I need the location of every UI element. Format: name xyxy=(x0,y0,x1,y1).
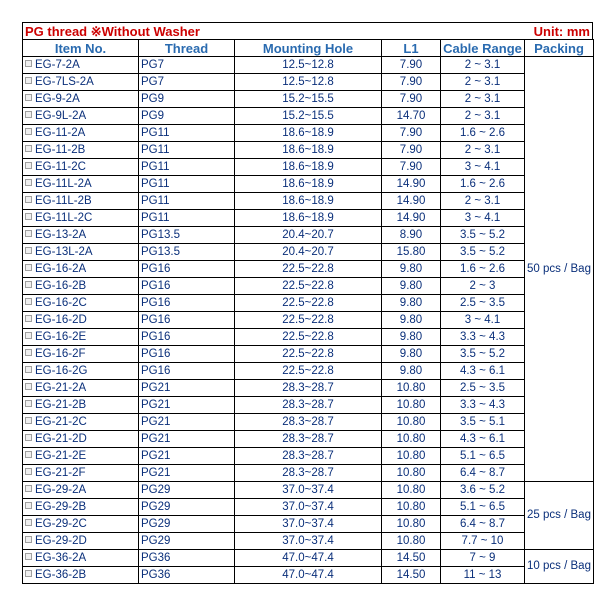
cable-range-cell: 2.5 ~ 3.5 xyxy=(441,295,525,312)
mounting-hole-cell: 22.5~22.8 xyxy=(235,312,382,329)
item-no-label: EG-11L-2B xyxy=(35,194,92,207)
item-no-cell[interactable] xyxy=(23,312,139,329)
cable-range-cell: 4.3 ~ 6.1 xyxy=(441,431,525,448)
thread-cell: PG16 xyxy=(139,346,235,363)
item-no-cell[interactable] xyxy=(23,482,139,499)
l1-cell: 14.90 xyxy=(382,193,441,210)
item-no-cell[interactable] xyxy=(23,516,139,533)
thread-cell: PG29 xyxy=(139,533,235,550)
item-no-label: EG-16-2C xyxy=(35,296,87,309)
thread-cell: PG29 xyxy=(139,482,235,499)
l1-cell: 9.80 xyxy=(382,295,441,312)
cable-range-cell: 5.1 ~ 6.5 xyxy=(441,499,525,516)
col-header-thread: Thread xyxy=(139,40,235,57)
mounting-hole-cell: 22.5~22.8 xyxy=(235,329,382,346)
thread-cell: PG29 xyxy=(139,499,235,516)
mounting-hole-cell: 22.5~22.8 xyxy=(235,295,382,312)
thread-cell: PG36 xyxy=(139,567,235,584)
thread-cell: PG11 xyxy=(139,142,235,159)
thread-cell: PG11 xyxy=(139,210,235,227)
table-row xyxy=(23,363,594,380)
row-select-checkbox-icon[interactable] xyxy=(25,383,32,390)
item-no-label: EG-16-2D xyxy=(35,313,87,326)
item-no-label: EG-7LS-2A xyxy=(35,75,94,88)
packing-cell: 10 pcs / Bag xyxy=(525,550,594,584)
table-row xyxy=(23,295,594,312)
l1-cell: 10.80 xyxy=(382,482,441,499)
cable-range-cell: 2 ~ 3.1 xyxy=(441,142,525,159)
table-row xyxy=(23,108,594,125)
cable-range-cell: 3.3 ~ 4.3 xyxy=(441,397,525,414)
thread-cell: PG11 xyxy=(139,159,235,176)
item-no-label: EG-16-2E xyxy=(35,330,87,343)
item-no-label: EG-29-2C xyxy=(35,517,87,530)
table-row xyxy=(23,244,594,261)
item-no-label: EG-36-2B xyxy=(35,568,87,581)
thread-cell: PG9 xyxy=(139,91,235,108)
row-select-checkbox-icon[interactable] xyxy=(25,417,32,424)
table-row xyxy=(23,210,594,227)
packing-cell: 50 pcs / Bag xyxy=(525,57,594,482)
table-row xyxy=(23,159,594,176)
thread-cell: PG16 xyxy=(139,278,235,295)
table-row xyxy=(23,57,594,74)
mounting-hole-cell: 28.3~28.7 xyxy=(235,465,382,482)
cable-range-cell: 11 ~ 13 xyxy=(441,567,525,584)
item-no-cell[interactable] xyxy=(23,244,139,261)
mounting-hole-cell: 37.0~37.4 xyxy=(235,499,382,516)
mounting-hole-cell: 37.0~37.4 xyxy=(235,533,382,550)
item-no-label: EG-11L-2C xyxy=(35,211,93,224)
col-header-cable-range: Cable Range xyxy=(441,40,525,57)
l1-cell: 15.80 xyxy=(382,244,441,261)
cable-range-cell: 3.3 ~ 4.3 xyxy=(441,329,525,346)
cable-range-cell: 2 ~ 3 xyxy=(441,278,525,295)
item-no-label: EG-21-2C xyxy=(35,415,87,428)
table-row xyxy=(23,346,594,363)
packing-cell: 25 pcs / Bag xyxy=(525,482,594,550)
item-no-label: EG-36-2A xyxy=(35,551,87,564)
mounting-hole-cell: 18.6~18.9 xyxy=(235,176,382,193)
item-no-cell[interactable] xyxy=(23,210,139,227)
cable-range-cell: 1.6 ~ 2.6 xyxy=(441,176,525,193)
mounting-hole-cell: 18.6~18.9 xyxy=(235,159,382,176)
thread-cell: PG11 xyxy=(139,176,235,193)
cable-range-cell: 2 ~ 3.1 xyxy=(441,74,525,91)
table-header-row xyxy=(23,40,594,57)
table-row xyxy=(23,414,594,431)
item-no-cell[interactable] xyxy=(23,363,139,380)
row-select-checkbox-icon[interactable] xyxy=(25,298,32,305)
mounting-hole-cell: 28.3~28.7 xyxy=(235,431,382,448)
thread-cell: PG13.5 xyxy=(139,227,235,244)
thread-cell: PG13.5 xyxy=(139,244,235,261)
spec-table-container xyxy=(22,22,593,584)
item-no-cell[interactable] xyxy=(23,533,139,550)
item-no-cell[interactable] xyxy=(23,193,139,210)
mounting-hole-cell: 18.6~18.9 xyxy=(235,125,382,142)
thread-cell: PG16 xyxy=(139,312,235,329)
thread-cell: PG21 xyxy=(139,465,235,482)
row-select-checkbox-icon[interactable] xyxy=(25,434,32,441)
table-title-bar xyxy=(22,22,593,39)
cable-range-cell: 2 ~ 3.1 xyxy=(441,91,525,108)
cable-range-cell: 3 ~ 4.1 xyxy=(441,159,525,176)
thread-cell: PG7 xyxy=(139,74,235,91)
item-no-cell[interactable] xyxy=(23,91,139,108)
thread-cell: PG11 xyxy=(139,193,235,210)
mounting-hole-cell: 22.5~22.8 xyxy=(235,278,382,295)
row-select-checkbox-icon[interactable] xyxy=(25,247,32,254)
l1-cell: 7.90 xyxy=(382,74,441,91)
row-select-checkbox-icon[interactable] xyxy=(25,400,32,407)
mounting-hole-cell: 12.5~12.8 xyxy=(235,57,382,74)
l1-cell: 9.80 xyxy=(382,278,441,295)
mounting-hole-cell: 18.6~18.9 xyxy=(235,142,382,159)
thread-cell: PG16 xyxy=(139,329,235,346)
row-select-checkbox-icon[interactable] xyxy=(25,264,32,271)
thread-cell: PG9 xyxy=(139,108,235,125)
item-no-cell[interactable] xyxy=(23,108,139,125)
l1-cell: 10.80 xyxy=(382,414,441,431)
l1-cell: 7.90 xyxy=(382,142,441,159)
item-no-cell[interactable] xyxy=(23,74,139,91)
item-no-cell[interactable] xyxy=(23,465,139,482)
item-no-cell[interactable] xyxy=(23,57,139,74)
thread-cell: PG21 xyxy=(139,380,235,397)
mounting-hole-cell: 28.3~28.7 xyxy=(235,448,382,465)
row-select-checkbox-icon[interactable] xyxy=(25,570,32,577)
table-row xyxy=(23,499,594,516)
l1-cell: 9.80 xyxy=(382,363,441,380)
table-row xyxy=(23,176,594,193)
cable-range-cell: 6.4 ~ 8.7 xyxy=(441,516,525,533)
thread-cell: PG36 xyxy=(139,550,235,567)
item-no-cell[interactable] xyxy=(23,346,139,363)
l1-cell: 8.90 xyxy=(382,227,441,244)
l1-cell: 14.90 xyxy=(382,210,441,227)
thread-cell: PG16 xyxy=(139,295,235,312)
table-row xyxy=(23,448,594,465)
mounting-hole-cell: 20.4~20.7 xyxy=(235,244,382,261)
item-no-label: EG-11L-2A xyxy=(35,177,92,190)
mounting-hole-cell: 22.5~22.8 xyxy=(235,346,382,363)
cable-range-cell: 1.6 ~ 2.6 xyxy=(441,261,525,278)
spec-table xyxy=(22,39,594,584)
cable-range-cell: 2.5 ~ 3.5 xyxy=(441,380,525,397)
mounting-hole-cell: 28.3~28.7 xyxy=(235,397,382,414)
thread-cell: PG21 xyxy=(139,448,235,465)
item-no-label: EG-7-2A xyxy=(35,58,80,71)
item-no-label: EG-21-2B xyxy=(35,398,87,411)
l1-cell: 9.80 xyxy=(382,346,441,363)
l1-cell: 14.50 xyxy=(382,567,441,584)
thread-cell: PG16 xyxy=(139,363,235,380)
row-select-checkbox-icon[interactable] xyxy=(25,553,32,560)
item-no-label: EG-9L-2A xyxy=(35,109,87,122)
l1-cell: 10.80 xyxy=(382,397,441,414)
mounting-hole-cell: 15.2~15.5 xyxy=(235,91,382,108)
cable-range-cell: 3.5 ~ 5.2 xyxy=(441,346,525,363)
row-select-checkbox-icon[interactable] xyxy=(25,230,32,237)
cable-range-cell: 5.1 ~ 6.5 xyxy=(441,448,525,465)
mounting-hole-cell: 28.3~28.7 xyxy=(235,380,382,397)
thread-cell: PG21 xyxy=(139,414,235,431)
cable-range-cell: 3.5 ~ 5.2 xyxy=(441,227,525,244)
l1-cell: 14.50 xyxy=(382,550,441,567)
item-no-label: EG-13-2A xyxy=(35,228,87,241)
item-no-cell[interactable] xyxy=(23,295,139,312)
row-select-checkbox-icon[interactable] xyxy=(25,332,32,339)
cable-range-cell: 1.6 ~ 2.6 xyxy=(441,125,525,142)
cable-range-cell: 7.7 ~ 10 xyxy=(441,533,525,550)
row-select-checkbox-icon[interactable] xyxy=(25,451,32,458)
cable-range-cell: 3 ~ 4.1 xyxy=(441,312,525,329)
item-no-cell[interactable] xyxy=(23,261,139,278)
item-no-cell[interactable] xyxy=(23,431,139,448)
item-no-cell[interactable] xyxy=(23,125,139,142)
col-header-item: Item No. xyxy=(23,40,139,57)
mounting-hole-cell: 18.6~18.9 xyxy=(235,210,382,227)
table-row xyxy=(23,397,594,414)
item-no-cell[interactable] xyxy=(23,550,139,567)
row-select-checkbox-icon[interactable] xyxy=(25,349,32,356)
row-select-checkbox-icon[interactable] xyxy=(25,77,32,84)
table-row xyxy=(23,142,594,159)
cable-range-cell: 3 ~ 4.1 xyxy=(441,210,525,227)
col-header-packing: Packing xyxy=(525,40,594,57)
item-no-cell[interactable] xyxy=(23,159,139,176)
l1-cell: 10.80 xyxy=(382,431,441,448)
table-row xyxy=(23,380,594,397)
unit-label: Unit: mm xyxy=(533,23,590,39)
item-no-label: EG-29-2A xyxy=(35,483,87,496)
table-row xyxy=(23,329,594,346)
item-no-label: EG-21-2D xyxy=(35,432,87,445)
cable-range-cell: 2 ~ 3.1 xyxy=(441,108,525,125)
thread-cell: PG11 xyxy=(139,125,235,142)
table-title: PG thread ※Without Washer xyxy=(25,23,200,39)
col-header-mounting-hole: Mounting Hole xyxy=(235,40,382,57)
mounting-hole-cell: 47.0~47.4 xyxy=(235,567,382,584)
thread-cell: PG21 xyxy=(139,431,235,448)
table-row xyxy=(23,278,594,295)
item-no-cell[interactable] xyxy=(23,499,139,516)
table-row xyxy=(23,125,594,142)
table-row xyxy=(23,261,594,278)
mounting-hole-cell: 15.2~15.5 xyxy=(235,108,382,125)
l1-cell: 10.80 xyxy=(382,448,441,465)
item-no-label: EG-29-2B xyxy=(35,500,87,513)
item-no-cell[interactable] xyxy=(23,397,139,414)
row-select-checkbox-icon[interactable] xyxy=(25,145,32,152)
item-no-label: EG-21-2F xyxy=(35,466,86,479)
item-no-cell[interactable] xyxy=(23,227,139,244)
l1-cell: 7.90 xyxy=(382,159,441,176)
item-no-cell[interactable] xyxy=(23,448,139,465)
item-no-cell[interactable] xyxy=(23,380,139,397)
l1-cell: 9.80 xyxy=(382,261,441,278)
mounting-hole-cell: 22.5~22.8 xyxy=(235,261,382,278)
table-row xyxy=(23,193,594,210)
row-select-checkbox-icon[interactable] xyxy=(25,162,32,169)
row-select-checkbox-icon[interactable] xyxy=(25,196,32,203)
thread-cell: PG29 xyxy=(139,516,235,533)
row-select-checkbox-icon[interactable] xyxy=(25,128,32,135)
mounting-hole-cell: 37.0~37.4 xyxy=(235,516,382,533)
row-select-checkbox-icon[interactable] xyxy=(25,366,32,373)
table-row xyxy=(23,312,594,329)
l1-cell: 9.80 xyxy=(382,312,441,329)
mounting-hole-cell: 37.0~37.4 xyxy=(235,482,382,499)
mounting-hole-cell: 28.3~28.7 xyxy=(235,414,382,431)
item-no-label: EG-16-2B xyxy=(35,279,87,292)
l1-cell: 10.80 xyxy=(382,533,441,550)
cable-range-cell: 3.6 ~ 5.2 xyxy=(441,482,525,499)
item-no-cell[interactable] xyxy=(23,567,139,584)
table-body xyxy=(23,57,594,584)
l1-cell: 10.80 xyxy=(382,499,441,516)
item-no-label: EG-21-2E xyxy=(35,449,87,462)
item-no-label: EG-9-2A xyxy=(35,92,80,105)
item-no-label: EG-21-2A xyxy=(35,381,87,394)
item-no-label: EG-11-2B xyxy=(35,143,86,156)
cable-range-cell: 6.4 ~ 8.7 xyxy=(441,465,525,482)
item-no-label: EG-13L-2A xyxy=(35,245,93,258)
l1-cell: 7.90 xyxy=(382,91,441,108)
row-select-checkbox-icon[interactable] xyxy=(25,315,32,322)
row-select-checkbox-icon[interactable] xyxy=(25,94,32,101)
row-select-checkbox-icon[interactable] xyxy=(25,536,32,543)
cable-range-cell: 3.5 ~ 5.2 xyxy=(441,244,525,261)
item-no-label: EG-16-2A xyxy=(35,262,87,275)
mounting-hole-cell: 22.5~22.8 xyxy=(235,363,382,380)
l1-cell: 9.80 xyxy=(382,329,441,346)
mounting-hole-cell: 18.6~18.9 xyxy=(235,193,382,210)
l1-cell: 10.80 xyxy=(382,465,441,482)
item-no-label: EG-11-2C xyxy=(35,160,86,173)
mounting-hole-cell: 20.4~20.7 xyxy=(235,227,382,244)
l1-cell: 14.90 xyxy=(382,176,441,193)
row-select-checkbox-icon[interactable] xyxy=(25,60,32,67)
l1-cell: 10.80 xyxy=(382,380,441,397)
table-row xyxy=(23,482,594,499)
thread-cell: PG7 xyxy=(139,57,235,74)
row-select-checkbox-icon[interactable] xyxy=(25,485,32,492)
cable-range-cell: 2 ~ 3.1 xyxy=(441,57,525,74)
item-no-label: EG-11-2A xyxy=(35,126,86,139)
item-no-cell[interactable] xyxy=(23,329,139,346)
table-row xyxy=(23,516,594,533)
row-select-checkbox-icon[interactable] xyxy=(25,179,32,186)
thread-cell: PG21 xyxy=(139,397,235,414)
table-row xyxy=(23,567,594,584)
col-header-l1: L1 xyxy=(382,40,441,57)
item-no-cell[interactable] xyxy=(23,142,139,159)
cable-range-cell: 3.5 ~ 5.1 xyxy=(441,414,525,431)
l1-cell: 7.90 xyxy=(382,125,441,142)
mounting-hole-cell: 47.0~47.4 xyxy=(235,550,382,567)
table-row xyxy=(23,74,594,91)
thread-cell: PG16 xyxy=(139,261,235,278)
item-no-label: EG-29-2D xyxy=(35,534,87,547)
mounting-hole-cell: 12.5~12.8 xyxy=(235,74,382,91)
l1-cell: 7.90 xyxy=(382,57,441,74)
cable-range-cell: 2 ~ 3.1 xyxy=(441,193,525,210)
row-select-checkbox-icon[interactable] xyxy=(25,519,32,526)
table-row xyxy=(23,550,594,567)
row-select-checkbox-icon[interactable] xyxy=(25,111,32,118)
table-row xyxy=(23,533,594,550)
table-row xyxy=(23,91,594,108)
l1-cell: 14.70 xyxy=(382,108,441,125)
item-no-label: EG-16-2F xyxy=(35,347,86,360)
cable-range-cell: 4.3 ~ 6.1 xyxy=(441,363,525,380)
row-select-checkbox-icon[interactable] xyxy=(25,502,32,509)
item-no-cell[interactable] xyxy=(23,278,139,295)
item-no-cell[interactable] xyxy=(23,176,139,193)
table-row xyxy=(23,465,594,482)
item-no-label: EG-16-2G xyxy=(35,364,88,377)
row-select-checkbox-icon[interactable] xyxy=(25,468,32,475)
cable-range-cell: 7 ~ 9 xyxy=(441,550,525,567)
table-row xyxy=(23,431,594,448)
table-row xyxy=(23,227,594,244)
item-no-cell[interactable] xyxy=(23,414,139,431)
row-select-checkbox-icon[interactable] xyxy=(25,213,32,220)
l1-cell: 10.80 xyxy=(382,516,441,533)
row-select-checkbox-icon[interactable] xyxy=(25,281,32,288)
